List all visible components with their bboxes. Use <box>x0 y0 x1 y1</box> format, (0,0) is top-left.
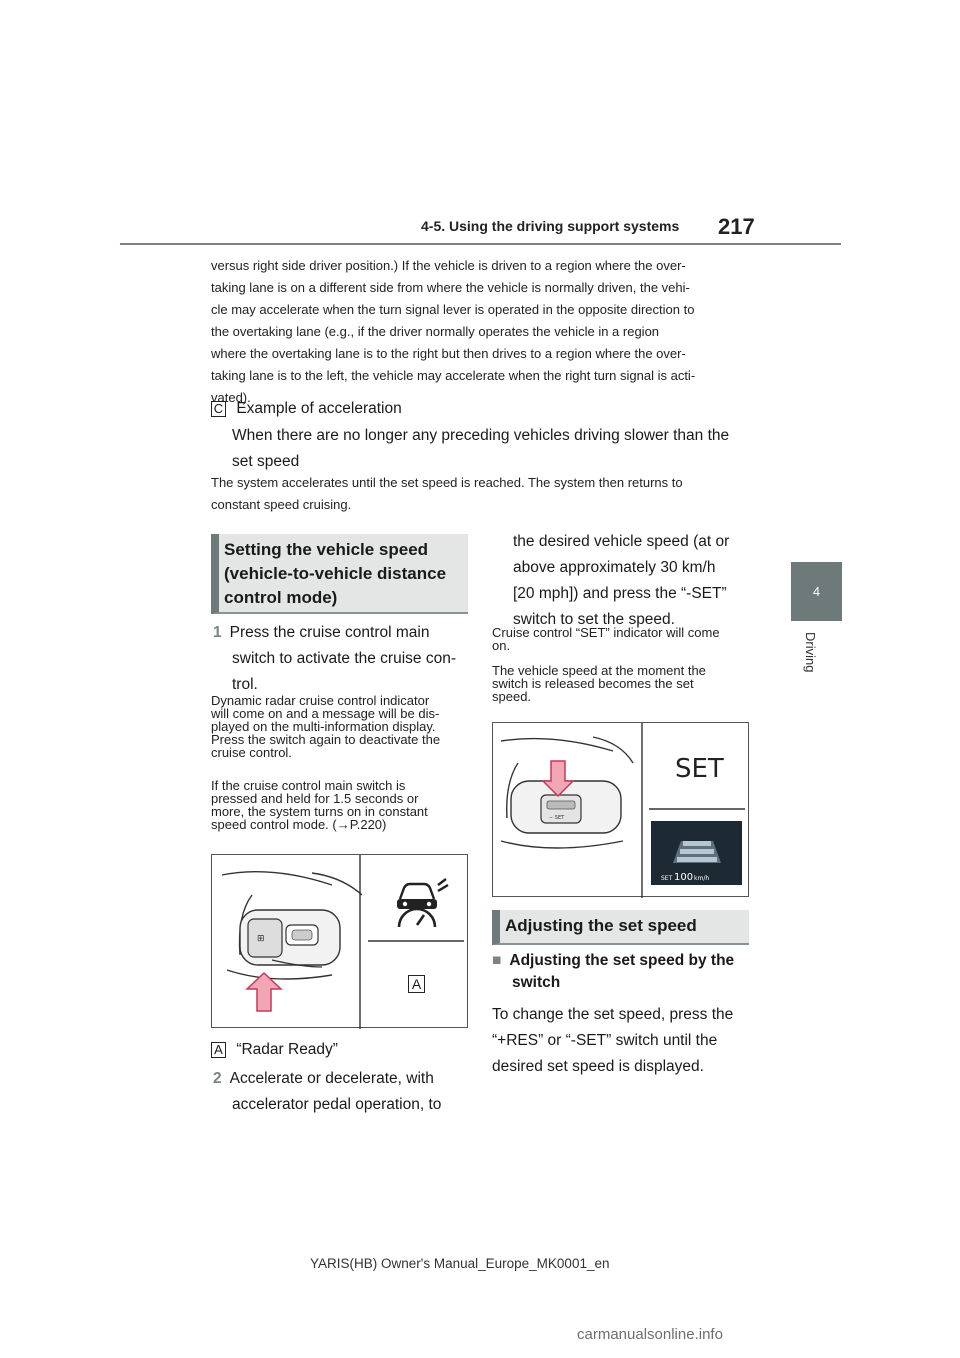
text-line: switch to set the speed. <box>513 611 675 628</box>
text-line: switch to activate the cruise con- <box>232 650 456 667</box>
text-line: played on the multi-information display. <box>211 719 436 734</box>
text-line: cruise control. <box>211 745 292 760</box>
section-title: 4-5. Using the driving support systems <box>421 218 680 234</box>
radar-ready-icon <box>397 879 448 927</box>
text-line: the desired vehicle speed (at or <box>513 533 730 550</box>
text-line: above approximately 30 km/h <box>513 559 716 576</box>
speed-unit: km/h <box>694 875 710 882</box>
watermark: carmanualsonline.info <box>577 1326 723 1343</box>
figure-set-switch <box>492 722 749 897</box>
text-line: set speed <box>232 453 300 470</box>
note-constant-speed <box>211 779 469 831</box>
text-line: will come on and a message will be dis- <box>211 706 440 721</box>
text-line: If the cruise control main switch is <box>211 778 406 793</box>
text-line: more, the system turns on in constant <box>211 804 428 819</box>
step-number: 2 <box>213 1070 222 1087</box>
subheading-adjusting-switch <box>492 950 752 994</box>
figure-main-switch <box>211 854 468 1028</box>
text-line: “+RES” or “-SET” switch until the <box>492 1032 718 1049</box>
figure-label-a: A <box>408 975 425 994</box>
page-number: 217 <box>718 214 755 239</box>
chapter-label: Driving <box>803 632 818 673</box>
set-indicator-text: SET <box>675 754 724 784</box>
speed-prefix: SET <box>661 875 673 882</box>
text-line: taking lane is on a different side from where the vehicle is normally driven, the vehi- <box>211 280 690 295</box>
text-line: vated). <box>211 390 251 405</box>
header-rule <box>120 243 841 245</box>
heading-line: Adjusting the set speed <box>505 916 697 935</box>
chapter-number: 4 <box>812 584 821 599</box>
text-line: switch is released becomes the set <box>492 676 694 691</box>
note-indicator <box>211 694 469 759</box>
text-line: speed. <box>492 689 532 704</box>
text-line: Accelerate or decelerate, with <box>229 1070 434 1087</box>
text-line: To change the set speed, press the <box>492 1006 734 1023</box>
text-line: switch <box>512 974 561 991</box>
text-line: [20 mph]) and press the “-SET” <box>513 585 727 602</box>
text-line: trol. <box>232 676 258 693</box>
section-heading-adjusting <box>492 910 749 945</box>
text-line: desired set speed is displayed. <box>492 1058 704 1075</box>
note-set-speed <box>492 664 750 703</box>
text-line: Dynamic radar cruise control indicator <box>211 693 430 708</box>
text-line: versus right side driver position.) If the vehicle is driven to a region where the over- <box>211 258 686 273</box>
example-c-note <box>211 472 751 516</box>
caption-radar-ready <box>211 1037 338 1063</box>
example-c-title-row <box>211 396 402 422</box>
heading-line: (vehicle-to-vehicle distance <box>224 564 447 583</box>
step-2-continued <box>513 529 753 633</box>
svg-text:⊞: ⊞ <box>257 934 265 944</box>
example-c-title: Example of acceleration <box>236 400 402 417</box>
text-line: Press the cruise control main <box>229 624 430 641</box>
text-line: Press the switch again to deactivate the <box>211 732 441 747</box>
step-2 <box>213 1066 468 1118</box>
text-line: Adjusting the set speed by the <box>509 952 735 969</box>
text-line: constant speed cruising. <box>211 497 352 512</box>
speed-value: 100 <box>674 872 694 883</box>
section-heading-setting-speed <box>211 534 468 614</box>
text-line: accelerator pedal operation, to <box>232 1096 442 1113</box>
adjusting-body <box>492 1002 752 1080</box>
text-line: Cruise control “SET” indicator will come <box>492 625 720 640</box>
text-line: speed control mode. (→P.220) <box>211 817 387 832</box>
caption-text: “Radar Ready” <box>236 1041 338 1058</box>
text-line: When there are no longer any preceding vehicles driving slower than the <box>232 427 730 444</box>
label-c-marker: C <box>211 401 226 417</box>
steering-switch-illustration <box>212 855 469 1029</box>
text-line: on. <box>492 638 511 653</box>
step-1 <box>213 620 468 698</box>
example-c-subtitle <box>232 423 752 475</box>
subheading-marker: ■ <box>492 952 502 969</box>
footer-manual-id: YARIS(HB) Owner's Manual_Europe_MK0001_en <box>310 1256 610 1271</box>
text-line: pressed and held for 1.5 seconds or <box>211 791 419 806</box>
intro-paragraph <box>211 255 751 409</box>
text-line: where the overtaking lane is to the right but then drives to a region where the over- <box>211 346 686 361</box>
set-switch-label: − SET <box>549 815 565 821</box>
caption-marker: A <box>211 1042 226 1058</box>
set-switch-illustration <box>493 723 750 898</box>
text-line: the overtaking lane (e.g., if the driver normally operates the vehicle in a region <box>211 324 660 339</box>
text-line: The vehicle speed at the moment the <box>492 663 706 678</box>
text-line: taking lane is to the left, the vehicle may accelerate when the right turn signal is acti- <box>211 368 696 383</box>
heading-line: Setting the vehicle speed <box>224 540 429 559</box>
step-number: 1 <box>213 624 222 641</box>
text-line: cle may accelerate when the turn signal lever is operated in the opposite direction to <box>211 302 695 317</box>
note-set-indicator <box>492 626 750 652</box>
heading-line: control mode) <box>224 588 338 607</box>
text-line: The system accelerates until the set speed is reached. The system then returns to <box>211 475 683 490</box>
